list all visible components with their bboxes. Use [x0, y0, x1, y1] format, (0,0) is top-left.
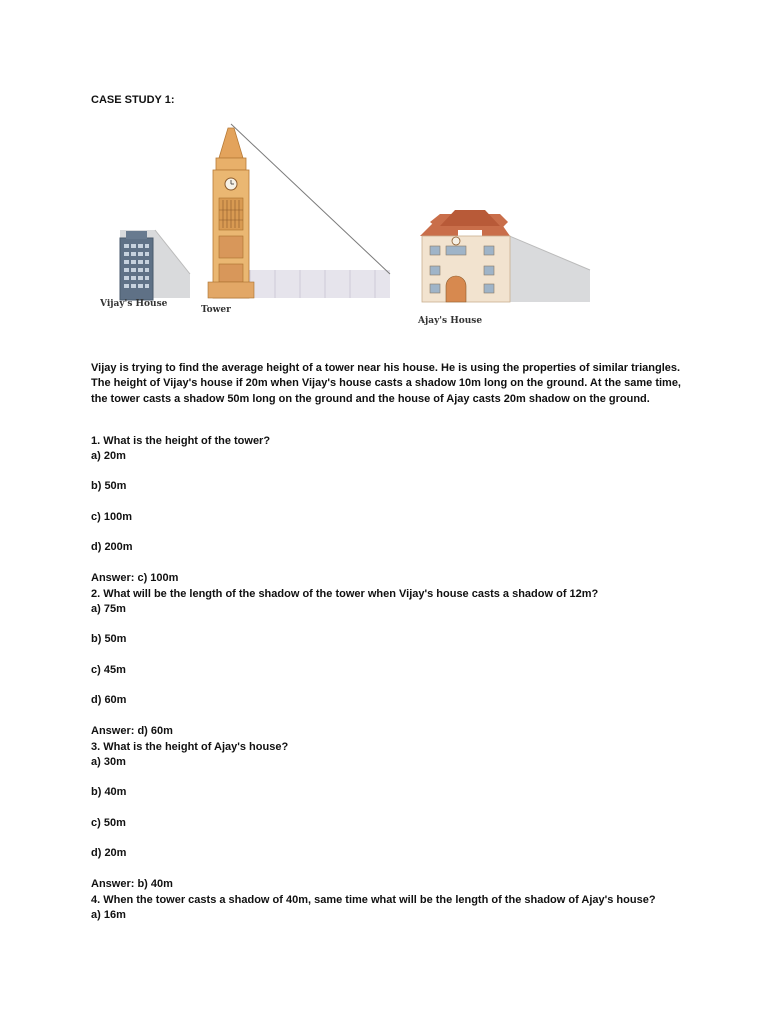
question-2-option-a: a) 75m — [91, 603, 126, 615]
case-study-heading: CASE STUDY 1: — [91, 94, 175, 106]
tower-label: Tower — [201, 305, 231, 315]
case-study-paragraph: Vijay is trying to find the average height of a tower near his house. He is using the properties of similar triangles. The height of Vijay's house if 20m when Vijay's house casts a shadow 10m long on the ground. At the same time, the tower casts a shadow 50m long on the ground and the house of Ajay casts 20m shadow on the ground. — [91, 362, 681, 405]
vijays-house-label: Vijay's House — [100, 299, 168, 309]
ajays-house-figure — [420, 210, 510, 302]
question-1-option-b: b) 50m — [91, 480, 127, 492]
question-3-option-d: d) 20m — [91, 847, 127, 859]
question-1-option-a: a) 20m — [91, 450, 126, 462]
question-3-option-b: b) 40m — [91, 786, 127, 798]
question-2-option-d: d) 60m — [91, 694, 127, 706]
question-2-option-c: c) 45m — [91, 664, 126, 676]
ajays-house-shadow — [500, 232, 590, 302]
sun-ray-line — [231, 124, 390, 274]
question-4-option-a: a) 16m — [91, 909, 126, 921]
question-1: 1. What is the height of the tower? — [91, 435, 271, 447]
vijays-house-figure — [120, 230, 190, 300]
question-3-option-c: c) 50m — [91, 817, 126, 829]
question-1-option-c: c) 100m — [91, 511, 132, 523]
tower-shadow — [232, 270, 390, 298]
question-3: 3. What is the height of Ajay's house? — [91, 741, 289, 753]
question-1-answer: Answer: c) 100m — [91, 572, 179, 584]
tower-figure — [208, 128, 254, 298]
question-1-option-d: d) 200m — [91, 541, 133, 553]
question-4: 4. When the tower casts a shadow of 40m, same time what will be the length of the shadow of Ajay's house? — [91, 894, 656, 906]
question-3-option-a: a) 30m — [91, 756, 126, 768]
question-2-answer: Answer: d) 60m — [91, 725, 173, 737]
similar-triangles-illustration — [100, 118, 600, 330]
ajays-house-label: Ajay's House — [418, 316, 483, 326]
question-3-answer: Answer: b) 40m — [91, 878, 173, 890]
question-2: 2. What will be the length of the shadow of the tower when Vijay's house casts a shadow of 12m? — [91, 588, 599, 600]
question-2-option-b: b) 50m — [91, 633, 127, 645]
